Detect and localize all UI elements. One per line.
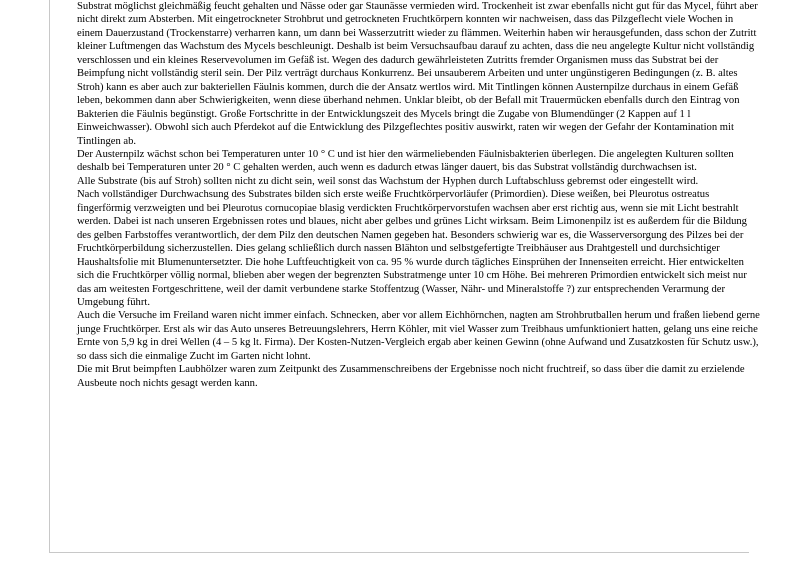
paragraph-hardwood-logs: Die mit Brut beimpften Laubhölzer waren zum Zeitpunkt des Zusammenschreibens der Ergebnisse noch nicht fruchtreif, so dass über die damit zu erzielende Ausbeute noch nichts gesagt werden kann. [77,364,745,389]
paragraph-fruiting-bodies: Nach vollständiger Durchwachsung des Substrates bilden sich erste weiße Fruchtkörpervorläufer (Primordien). Diese weißen, bei Pleurotus ostreatus fingerförmig verzweigten und bei Pleurotus cornucopiae blasig verdickten Fruchtkörpervorstufen wachsen aber erst richtig aus, wenn sie mit Licht bestrahlt werden. Dabei ist nach unseren Ergebnissen rotes und blaues, nicht aber gelbes und grünes Licht wirksam. Beim Limonenpilz ist es außerdem für die Bildung des gelben Farbstoffes verantwortlich, der dem Pilz den deutschen Namen gegeben hat. Besonders schwierig war es, die Wasserversorgung des Pilzes bei der Fruchtkörperbildung sicherzustellen. Dies gelang schließlich durch nassen Blähton und selbstgefertigte Treibhäuser aus Drahtgestell und durchsichtiger Haushaltsfolie mit Blumenuntersetzter. Die hohe Luftfeuchtigkeit von ca. 95 % wurde durch tägliches Einsprühen der Innenseiten erreicht. Hier entwickelten sich die Fruchtkörper völlig normal, blieben aber wegen der begrenzten Substratmenge unter 10 cm Höhe. Bei mehreren Primordien entwickelt sich meist nur das am weitesten Fortgeschrittene, weil der damit verbundene starke Stoffentzug (Wasser, Nähr- und Mineralstoffe ?) zur entsprechenden Verarmung der Umgebung führt. [77,189,747,308]
document-body [77,0,761,390]
paragraph-temperature: Der Austernpilz wächst schon bei Temperaturen unter 10 ° C und ist hier den wärmeliebenden Fäulnisbakterien überlegen. Die angelegten Kulturen sollten deshalb bei Temperaturen unter 20 ° C gehalten werden, auch wenn es dadurch etwas länger dauert, bis das Substrat vollständig durchwachsen ist. [77,148,734,174]
left-margin-rule [49,0,50,552]
paragraph-substrate-density: Alle Substrate (bis auf Stroh) sollten nicht zu dicht sein, weil sonst das Wachstum der Hyphen durch Luftabschluss gebremst oder eingestellt wird. [77,175,699,187]
paragraph-substrate-moisture: Substrat möglichst gleichmäßig feucht gehalten und Nässe oder gar Staunässe vermieden wird. Trockenheit ist zwar ebenfalls nicht gut für das Mycel, führt aber nicht direkt zum Absterben. Mit eingetrockneter Strohbrut und getrockneten Fruchtkörpern konnten wir nachweisen, dass das Pilzgeflecht viele Wochen in einem Dauerzustand (Trockenstarre) verharren kann, um dann bei Wasserzutritt wieder zu flämmen. Weiterhin haben wir herausgefunden, dass schon der Zutritt kleiner Luftmengen das Wachstum des Mycels beschleunigt. Deshalb ist beim Versuchsaufbau darauf zu achten, dass die neu angelegte Kultur nicht vollständig verschlossen und ein kleines Reservevolumen im Gefäß ist. Wegen des dadurch gewährleisteten Zutritts fremder Organismen muss das Substrat bei der Beimpfung nicht vollständig steril sein. Der Pilz verträgt durchaus Konkurrenz. Bei unsauberem Arbeiten und unter ungünstigeren Bedingungen (z. B. altes Stroh) kann es aber auch zur bakteriellen Fäulnis kommen, durch die der Ansatz wertlos wird. Mit Tintlingen können Austernpilze durchaus in einem Gefäß leben, bekommen dann aber Schwierigkeiten, wenn diese überhand nehmen. Unklar bleibt, ob der Befall mit Trauermücken ebenfalls durch den Eintrag von Bakterien die Fäulnis begünstigt. Große Fortschritte in der Entwicklungszeit des Mycels bringt die Zugabe von Blumendünger (2 Kappen auf 1 l Einweichwasser). Obwohl sich auch Pferdekot auf die Entwicklung des Pilzgeflechtes positiv auswirkt, raten wir wegen der Gefahr der Kontamination mit Tintlingen ab. [77,1,758,147]
bottom-margin-rule [49,552,749,553]
paragraph-outdoor-trials: Auch die Versuche im Freiland waren nicht immer einfach. Schnecken, aber vor allem Eichhörnchen, nagten am Strohbrutballen herum und fraßen liebend gerne junge Fruchtkörper. Erst als wir das Auto unseres Betreuungslehrers, Herrn Köhler, mit viel Wasser zum Treibhaus umfunktioniert hatten, gelang uns eine reiche Ernte von 5,9 kg in drei Wellen (4 – 5 kg lt. Firma). Der Kosten-Nutzen-Vergleich ergab aber keinen Gewinn (ohne Aufwand und Zusatzkosten für Schutz usw.), so dass sich die einmalige Zucht im Garten nicht lohnt. [77,310,760,362]
